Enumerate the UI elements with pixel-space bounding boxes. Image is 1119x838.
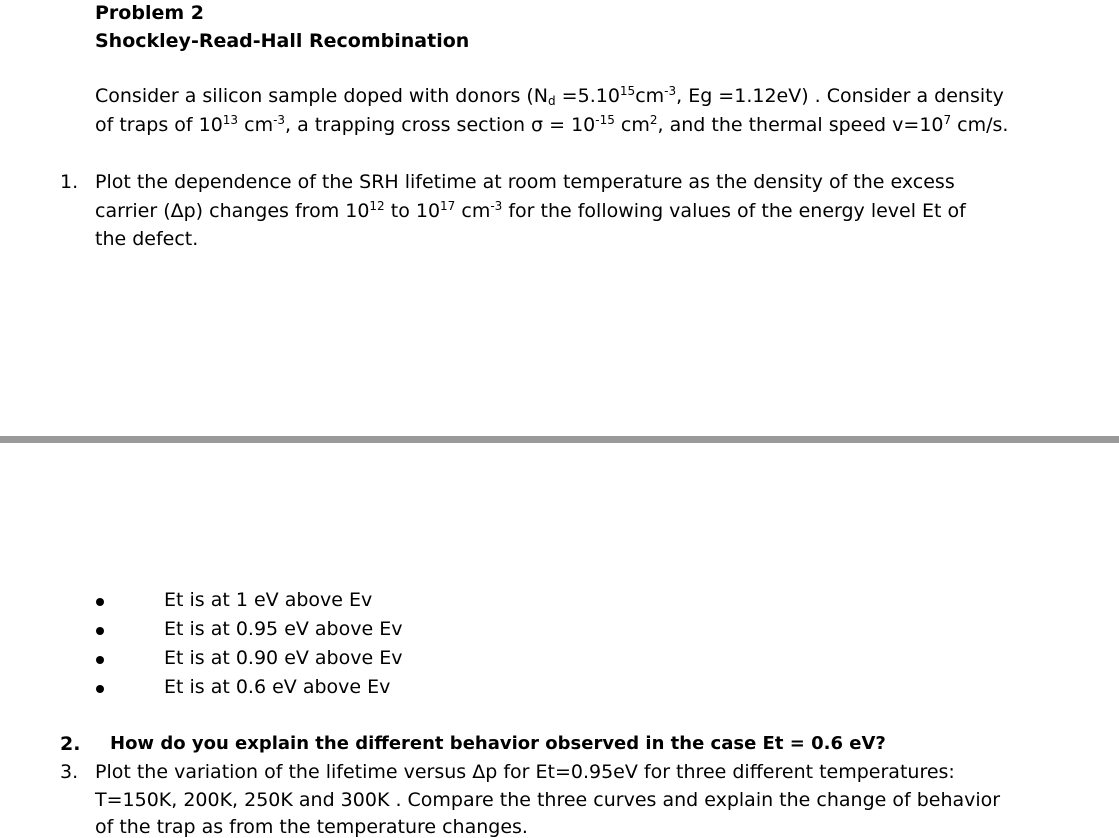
page-separator	[0, 436, 1119, 443]
q2-text: How do you explain the different behavior observed in the case Et = 0.6 eV?	[110, 733, 886, 754]
q1-line-2: carrier (Δp) changes from $10^{12}$ to $10^{17}$ $cm^{-3}$ for the following values of the energy level Et of	[95, 199, 966, 222]
q3-line-3: of the trap as from the temperature changes.	[95, 816, 528, 838]
list-item-text: Et is at 0.95 eV above Ev	[164, 618, 403, 640]
q3-line-1: Plot the variation of the lifetime versus Δp for Et=0.95eV for three different temperatures:	[95, 761, 955, 783]
intro-line-1: Consider a silicon sample doped with donors ($N_d =5.10^{15}cm^{-3}$, Eg =1.12eV) . Consider a density	[95, 84, 1004, 108]
list-item-text: Et is at 0.6 eV above Ev	[164, 676, 391, 698]
list-item-text: Et is at 0.90 eV above Ev	[164, 647, 403, 669]
q3-number: 3.	[60, 761, 79, 783]
list-item-text: Et is at 1 eV above Ev	[164, 589, 373, 611]
q1-number: 1.	[60, 171, 79, 193]
problem-label: Problem 2	[95, 2, 204, 24]
topic-title: Shockley-Read-Hall Recombination	[95, 30, 470, 52]
q3-line-2: T=150K, 200K, 250K and 300K . Compare the three curves and explain the change of behavior	[95, 789, 1001, 811]
q2-number: 2.	[60, 733, 81, 755]
intro-line-2: of traps of $10^{13}$ $cm^{-3}$, a trapping cross section $\sigma = 10^{-15}$ $cm^2$, and the thermal speed $v=10^7$ cm/s.	[95, 113, 1009, 136]
q1-line-1: Plot the dependence of the SRH lifetime at room temperature as the density of the excess	[95, 171, 955, 193]
bullet-dot-icon	[96, 685, 104, 693]
bullet-dot-icon	[96, 598, 104, 606]
bullet-dot-icon	[96, 627, 104, 635]
bullet-dot-icon	[96, 656, 104, 664]
q1-line-3: the defect.	[95, 228, 199, 250]
